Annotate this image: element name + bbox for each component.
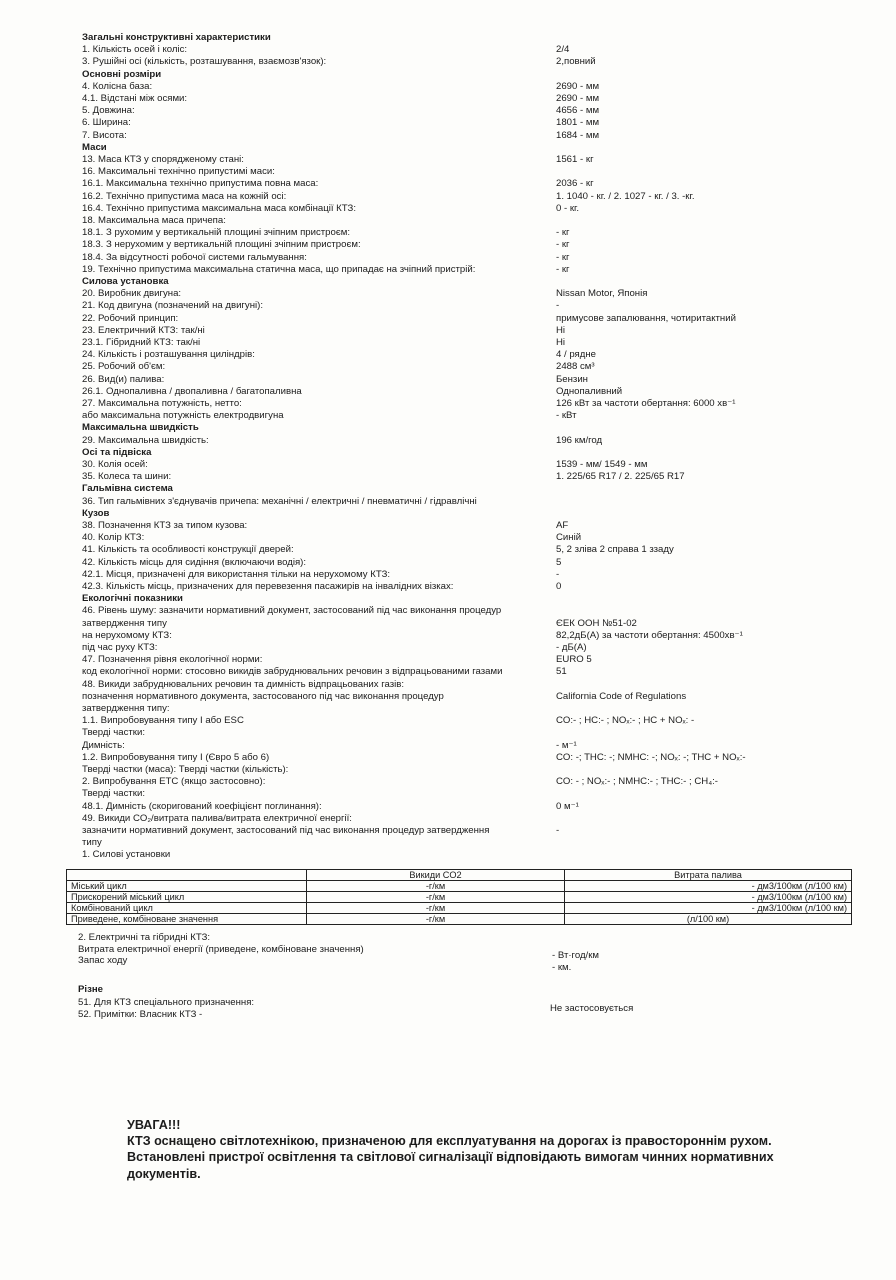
spec-label: 27. Максимальна потужність, нетто: xyxy=(82,398,242,409)
fuel-consumption-table xyxy=(66,869,852,925)
spec-row xyxy=(82,630,872,642)
spec-row xyxy=(82,374,872,386)
spec-row xyxy=(82,849,872,861)
spec-row xyxy=(82,264,872,276)
spec-row xyxy=(82,801,872,813)
spec-label: 1.2. Випробовування типу I (Євро 5 або 6) xyxy=(82,751,270,763)
section-title: Кузов xyxy=(82,507,110,519)
section-heading xyxy=(82,483,872,495)
table-cell: - дм3/100км (л/100 км) xyxy=(565,892,852,903)
spec-label: 6. Ширина: xyxy=(82,117,131,129)
spec-label: 25. Робочий об'єм: xyxy=(82,361,166,373)
spec-label: 30. Колія осей: xyxy=(82,459,148,470)
spec-label: 42.1. Місця, призначені для використання тільки на нерухомому КТЗ: xyxy=(82,568,391,580)
spec-row xyxy=(82,386,872,398)
electric-consumption-value: - Вт·год/км xyxy=(552,950,599,961)
table-cell: -г/км xyxy=(307,892,565,903)
spec-value: 0 - кг. xyxy=(556,202,580,214)
spec-row xyxy=(82,715,872,727)
spec-value: 1684 - мм xyxy=(556,129,600,141)
spec-label: 49. Викиди CO₂/витрата палива/витрата електричної енергії: xyxy=(82,812,352,824)
spec-row xyxy=(82,471,872,483)
spec-label: затвердження типу xyxy=(82,617,167,629)
table-cell: Міський цикл xyxy=(67,881,307,892)
spec-label: 35. Колеса та шини: xyxy=(82,471,172,483)
warning-title: УВАГА!!! xyxy=(127,1118,181,1132)
spec-row xyxy=(82,288,872,300)
spec-row xyxy=(82,776,872,788)
spec-label: 29. Максимальна швидкість: xyxy=(82,434,209,446)
spec-value: - xyxy=(556,825,560,836)
spec-row xyxy=(82,703,872,715)
spec-row xyxy=(82,642,872,654)
spec-label: затвердження типу: xyxy=(82,703,170,714)
spec-label: 16.2. Технічно припустима маса на кожній осі: xyxy=(82,190,287,202)
spec-row xyxy=(82,105,872,117)
spec-label: 4. Колісна база: xyxy=(82,80,153,92)
special-purpose-value: Не застосовується xyxy=(550,1003,634,1014)
spec-row xyxy=(82,191,872,203)
section-heading xyxy=(82,142,872,154)
spec-label: 1.1. Випробовування типу I або ESC xyxy=(82,715,244,727)
section-title: Силова установка xyxy=(82,276,169,287)
spec-value: - кг xyxy=(556,227,570,239)
spec-label: позначення нормативного документа, застосованого під час виконання процедур xyxy=(82,690,444,702)
spec-row xyxy=(82,215,872,227)
spec-value: CO: -; THC: -; NMHC: -; NOₓ: -; THC + NOₓ:- xyxy=(556,751,746,763)
spec-value: 0 xyxy=(556,581,562,592)
spec-label: 26. Вид(и) палива: xyxy=(82,373,165,385)
spec-label: 18.1. З рухомим у вертикальній площині зчіпним пристроєм: xyxy=(82,227,351,239)
spec-value: 126 кВт за частоти обертання: 6000 хв⁻¹ xyxy=(556,398,736,409)
spec-row xyxy=(82,520,872,532)
spec-label: 42.3. Кількість місць, призначених для перевезення пасажирів на інвалідних візках: xyxy=(82,581,454,592)
spec-label: на нерухомому КТЗ: xyxy=(82,629,172,641)
spec-row xyxy=(82,496,872,508)
spec-label: код екологічної норми: стосовно викидів забруднювальних речовин з відпрацьованими газами xyxy=(82,666,503,678)
spec-label: 24. Кількість і розташування циліндрів: xyxy=(82,349,255,361)
spec-row xyxy=(82,557,872,569)
spec-label: 47. Позначення рівня екологічної норми: xyxy=(82,654,263,666)
electric-consumption-label: Витрата електричної енергії (приведене, комбіноване значення) xyxy=(78,944,364,955)
spec-value: 5, 2 зліва 2 справа 1 ззаду xyxy=(556,544,674,556)
section-heading xyxy=(82,69,872,81)
spec-row xyxy=(82,788,872,800)
spec-value: 2036 - кг xyxy=(556,178,594,190)
table-cell: - дм3/100км (л/100 км) xyxy=(565,881,852,892)
spec-label: 46. Рівень шуму: зазначити нормативний документ, застосований під час виконання процедур xyxy=(82,605,502,617)
spec-value: CO:- ; HC:- ; NOₓ:- ; HC + NOₓ: - xyxy=(556,715,695,727)
table-cell: -г/км xyxy=(307,903,565,914)
spec-value: 4 / рядне xyxy=(556,349,596,361)
spec-value: - м⁻¹ xyxy=(556,739,577,751)
spec-label: 5. Довжина: xyxy=(82,105,135,117)
spec-label: 36. Тип гальмівних з'єднувачів причепа: механічні / електричні / пневматичні / гідравлічні xyxy=(82,495,477,507)
spec-value: - кг xyxy=(556,239,570,251)
section-heading xyxy=(82,593,872,605)
table-cell: -г/км xyxy=(307,914,565,925)
spec-row xyxy=(82,44,872,56)
table-row xyxy=(67,903,852,914)
spec-row xyxy=(82,727,872,739)
table-header-row xyxy=(67,870,852,881)
spec-row xyxy=(82,666,872,678)
spec-label: 7. Висота: xyxy=(82,129,127,141)
section-title: Маси xyxy=(82,141,107,153)
notes-label: 52. Примітки: Власник КТЗ - xyxy=(78,1009,203,1020)
spec-label: 1. Кількість осей і коліс: xyxy=(82,44,188,56)
spec-label: 23. Електричний КТЗ: так/ні xyxy=(82,324,205,336)
spec-row xyxy=(82,459,872,471)
spec-value: - xyxy=(556,568,560,580)
spec-row xyxy=(82,532,872,544)
table-cell: - дм3/100км (л/100 км) xyxy=(565,903,852,914)
spec-value: 1561 - кг xyxy=(556,154,594,165)
spec-label: 4.1. Відстані між осями: xyxy=(82,93,188,104)
spec-row xyxy=(82,679,872,691)
spec-label: типу xyxy=(82,837,102,849)
spec-row xyxy=(82,349,872,361)
spec-value: EURO 5 xyxy=(556,654,592,666)
spec-row xyxy=(82,130,872,142)
section-title: Максимальна швидкість xyxy=(82,422,199,434)
spec-value: 1. 1040 - кг. / 2. 1027 - кг. / 3. -кг. xyxy=(556,190,695,202)
spec-label: під час руху КТЗ: xyxy=(82,642,158,653)
electric-range-label: Запас ходу xyxy=(78,955,128,966)
section-title: Загальні конструктивні характеристики xyxy=(82,32,271,43)
table-header-cell: Викиди CO2 xyxy=(307,870,565,881)
spec-value: - кг xyxy=(556,251,570,263)
spec-row xyxy=(82,837,872,849)
spec-row xyxy=(82,203,872,215)
spec-value: 2690 - мм xyxy=(556,93,600,104)
spec-row xyxy=(82,435,872,447)
spec-label: Тверді частки (маса): Тверді частки (кількість): xyxy=(82,764,289,775)
spec-label: 22. Робочий принцип: xyxy=(82,312,179,324)
spec-row xyxy=(82,813,872,825)
spec-label: 18.4. За відсутності робочої системи гальмування: xyxy=(82,251,307,263)
spec-row xyxy=(82,154,872,166)
spec-label: 13. Маса КТЗ у спорядженому стані: xyxy=(82,154,244,165)
spec-row xyxy=(82,654,872,666)
section-heading xyxy=(82,508,872,520)
spec-value: - кг xyxy=(556,263,570,275)
section-title: Гальмівна система xyxy=(82,483,173,495)
spec-value: - кВт xyxy=(556,410,577,422)
table-cell: Приведене, комбіноване значення xyxy=(67,914,307,925)
spec-label: 38. Позначення КТЗ за типом кузова: xyxy=(82,520,248,531)
spec-label: 40. Колір КТЗ: xyxy=(82,532,145,544)
spec-label: 41. Кількість та особливості конструкції дверей: xyxy=(82,544,294,556)
misc-title: Різне xyxy=(78,984,103,995)
warning-line-2: Встановлені пристрої освітлення та світлової сигналізації відповідають вимогам чинних нормативних xyxy=(127,1150,774,1165)
spec-row xyxy=(82,93,872,105)
spec-label: 16.4. Технічно припустима максимальна маса комбінації КТЗ: xyxy=(82,202,356,214)
spec-label: 48.1. Димність (скоригований коефіцієнт поглинання): xyxy=(82,800,322,812)
spec-row xyxy=(82,252,872,264)
section-heading xyxy=(82,32,872,44)
spec-label: 3. Рушійні осі (кількість, розташування, взаємозв'язок): xyxy=(82,56,327,68)
spec-row xyxy=(82,398,872,410)
spec-row xyxy=(82,569,872,581)
section-title: Основні розміри xyxy=(82,68,162,80)
spec-label: 48. Викиди забруднювальних речовин та димність відпрацьованих газів: xyxy=(82,678,405,690)
spec-row xyxy=(82,325,872,337)
table-header-cell xyxy=(67,870,307,881)
warning-line-3: документів. xyxy=(127,1166,201,1181)
spec-row xyxy=(82,544,872,556)
spec-row xyxy=(82,764,872,776)
spec-value: Бензин xyxy=(556,373,588,385)
spec-row xyxy=(82,239,872,251)
spec-row xyxy=(82,740,872,752)
spec-row xyxy=(82,81,872,93)
spec-value: California Code of Regulations xyxy=(556,690,687,702)
section-heading xyxy=(82,422,872,434)
spec-value: 2,повний xyxy=(556,56,596,68)
spec-label: 20. Виробник двигуна: xyxy=(82,288,182,300)
spec-label: 26.1. Однопаливна / двопаливна / багатопаливна xyxy=(82,385,302,397)
spec-label: 21. Код двигуна (позначений на двигуні): xyxy=(82,300,264,312)
spec-label: Тверді частки: xyxy=(82,727,146,739)
section-heading xyxy=(82,447,872,459)
spec-label: 2. Випробування ETC (якщо застосовно): xyxy=(82,776,266,788)
spec-value: Однопаливний xyxy=(556,385,623,397)
spec-row xyxy=(82,605,872,617)
spec-value: 2/4 xyxy=(556,44,570,56)
spec-row xyxy=(82,410,872,422)
spec-row xyxy=(82,300,872,312)
spec-value: 2488 см³ xyxy=(556,361,595,373)
spec-row xyxy=(82,56,872,68)
spec-label: 18. Максимальна маса причепа: xyxy=(82,215,226,226)
warning-block xyxy=(127,1117,847,1182)
spec-value: - дБ(А) xyxy=(556,642,587,653)
section-heading xyxy=(82,276,872,288)
spec-value: Синій xyxy=(556,532,582,544)
spec-row xyxy=(82,337,872,349)
spec-value: 196 км/год xyxy=(556,434,603,446)
spec-row xyxy=(82,752,872,764)
table-row xyxy=(67,881,852,892)
spec-label: Димність: xyxy=(82,739,125,751)
spec-value: ЄЕК ООН №51-02 xyxy=(556,617,637,629)
spec-value: 1. 225/65 R17 / 2. 225/65 R17 xyxy=(556,471,685,483)
spec-label: зазначити нормативний документ, застосований під час виконання процедур затвердження xyxy=(82,825,490,836)
special-purpose-label: 51. Для КТЗ спеціального призначення: xyxy=(78,997,255,1008)
spec-row xyxy=(82,825,872,837)
spec-value: 5 xyxy=(556,556,562,568)
spec-value: Nissan Motor, Японія xyxy=(556,288,648,300)
spec-label: 16.1. Максимальна технічно припустима повна маса: xyxy=(82,178,319,190)
spec-label: 18.3. З нерухомим у вертикальній площині зчіпним пристроєм: xyxy=(82,239,361,251)
warning-line-1: КТЗ оснащено світлотехнікою, призначеною для експлуатування на дорогах із правостороннім рухом. xyxy=(127,1134,772,1149)
spec-label: 42. Кількість місць для сидіння (включаючи водія): xyxy=(82,556,307,568)
spec-value: Ні xyxy=(556,337,566,348)
spec-row xyxy=(82,227,872,239)
spec-value: примусове запалювання, чотиритактний xyxy=(556,312,736,324)
spec-row xyxy=(82,691,872,703)
spec-label: або максимальна потужність електродвигуна xyxy=(82,410,284,422)
table-row xyxy=(67,914,852,925)
spec-value: 4656 - мм xyxy=(556,105,600,117)
spec-row xyxy=(82,117,872,129)
spec-row xyxy=(82,618,872,630)
spec-row xyxy=(82,361,872,373)
spec-row xyxy=(82,313,872,325)
spec-label: 19. Технічно припустима максимальна статична маса, що припадає на зчіпний пристрій: xyxy=(82,263,476,275)
spec-label: 16. Максимальні технічно припустимі маси: xyxy=(82,166,275,178)
spec-row xyxy=(82,178,872,190)
spec-row xyxy=(82,166,872,178)
table-cell: Комбінований цикл xyxy=(67,903,307,914)
spec-value: AF xyxy=(556,520,569,531)
spec-value: 1801 - мм xyxy=(556,117,600,129)
spec-label: 1. Силові установки xyxy=(82,849,171,861)
spec-value: Ні xyxy=(556,324,566,336)
table-header-cell: Витрата палива xyxy=(565,870,852,881)
section-title: Екологічні показники xyxy=(82,593,183,605)
spec-value: 0 м⁻¹ xyxy=(556,800,579,812)
spec-value: - xyxy=(556,300,560,312)
table-row xyxy=(67,892,852,903)
table-cell: (л/100 км) xyxy=(565,914,852,925)
electric-title: 2. Електричні та гібридні КТЗ: xyxy=(78,932,211,943)
table-cell: Прискорений міський цикл xyxy=(67,892,307,903)
spec-label: 23.1. Гібридний КТЗ: так/ні xyxy=(82,337,201,348)
spec-value: 51 xyxy=(556,666,567,678)
section-title: Осі та підвіска xyxy=(82,446,152,458)
spec-value: 82,2дБ(А) за частоти обертання: 4500хв⁻¹ xyxy=(556,629,743,641)
table-cell: -г/км xyxy=(307,881,565,892)
spec-value: 1539 - мм/ 1549 - мм xyxy=(556,459,648,470)
electric-range-value: - км. xyxy=(552,962,572,973)
spec-value: CO: - ; NOₓ:- ; NMHC:- ; THC:- ; CH₄:- xyxy=(556,776,718,788)
spec-row xyxy=(82,581,872,593)
spec-label: Тверді частки: xyxy=(82,788,146,800)
spec-value: 2690 - мм xyxy=(556,80,600,92)
